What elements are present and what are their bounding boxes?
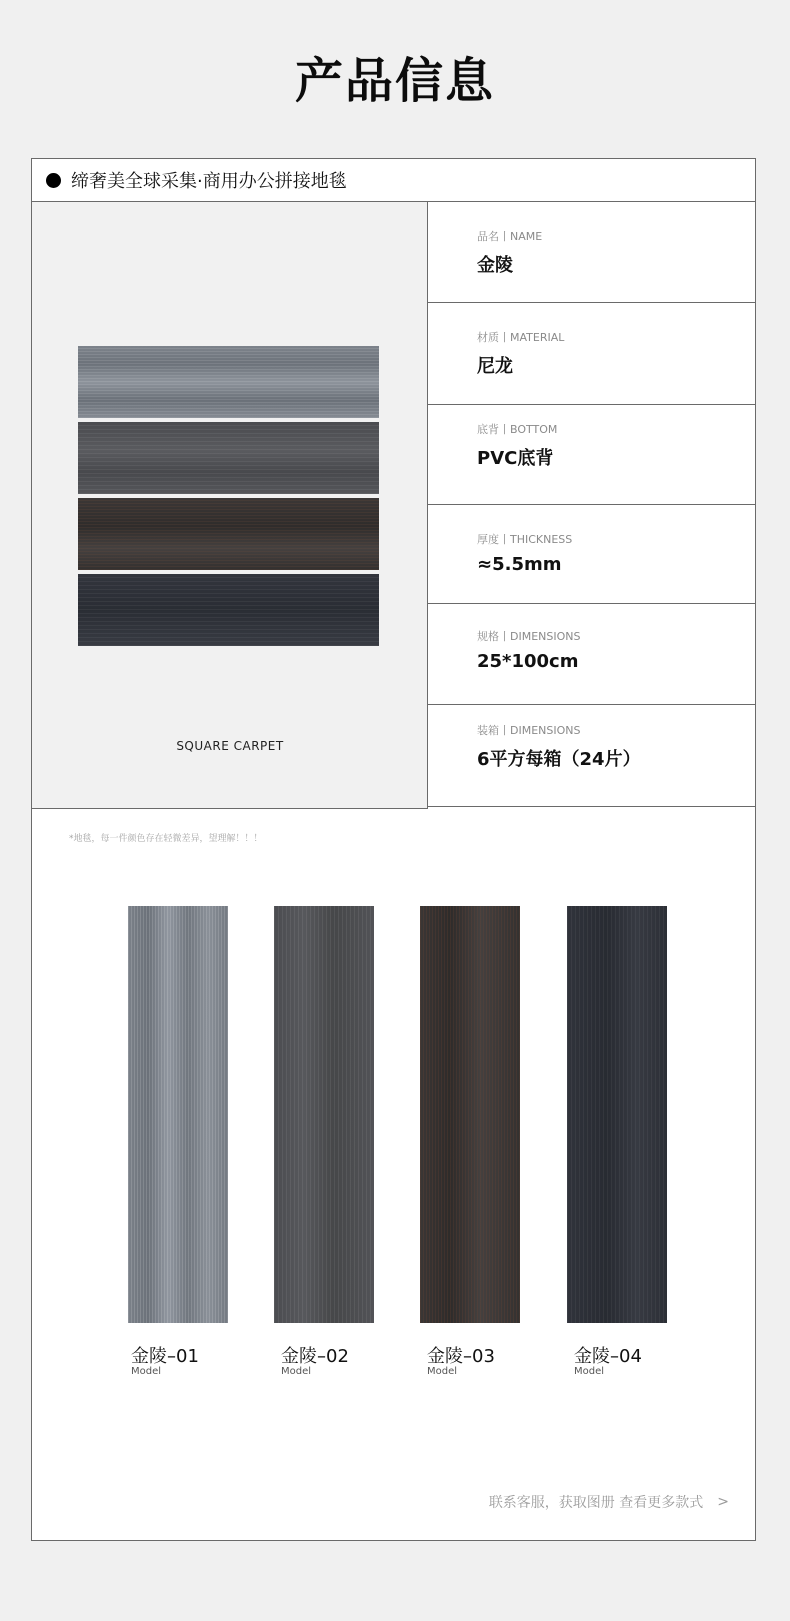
carpet-strip-3 <box>78 498 379 570</box>
swatch-sub: Model <box>131 1366 162 1377</box>
image-caption: SQUARE CARPET <box>176 739 284 753</box>
spec-value: PVC底背 <box>477 448 554 469</box>
carpet-strip-4 <box>78 574 379 646</box>
product-info-panel <box>31 158 756 1541</box>
swatch-name: 金陵–04 <box>574 1346 642 1367</box>
bullet-icon <box>46 173 61 188</box>
spec-label: 厚度丨THICKNESS <box>477 533 573 546</box>
chevron-right-icon: > <box>717 1494 729 1510</box>
spec-label: 装箱丨DIMENSIONS <box>477 724 581 737</box>
swatch-name: 金陵–03 <box>427 1346 495 1367</box>
spec-label: 品名丨NAME <box>477 230 543 243</box>
swatch-sub: Model <box>574 1366 605 1377</box>
swatch-image-04 <box>567 906 667 1323</box>
swatch-name: 金陵–01 <box>131 1346 199 1367</box>
color-variation-note: *地毯，每一件颜色存在轻微差异，望理解！！！ <box>69 834 263 844</box>
page-title: 产品信息 <box>294 53 495 109</box>
spec-value: 6平方每箱（24片） <box>477 749 641 770</box>
swatch-image-02 <box>274 906 374 1323</box>
swatch-image-03 <box>420 906 520 1323</box>
spec-value: ≈5.5mm <box>477 554 562 575</box>
swatch-sub: Model <box>427 1366 458 1377</box>
panel-header-title: 缔奢美全球采集·商用办公拼接地毯 <box>71 171 347 192</box>
panel-header <box>32 159 755 202</box>
swatch-image-01 <box>128 906 228 1323</box>
spec-row-thickness <box>428 505 756 604</box>
spec-row-name <box>428 202 756 303</box>
spec-row-dimensions <box>428 604 756 705</box>
contact-service-text: 联系客服，获取图册 查看更多款式 <box>488 1495 704 1511</box>
contact-service-link[interactable] <box>489 1492 729 1512</box>
product-image <box>32 202 428 809</box>
carpet-strip-2 <box>78 422 379 494</box>
swatch-name: 金陵–02 <box>281 1346 349 1367</box>
spec-value: 25*100cm <box>477 651 579 672</box>
spec-label: 底背丨BOTTOM <box>477 423 558 436</box>
spec-value: 尼龙 <box>477 356 513 377</box>
spec-row-packing <box>428 705 756 807</box>
swatch-sub: Model <box>281 1366 312 1377</box>
spec-label: 规格丨DIMENSIONS <box>477 630 581 643</box>
spec-row-material <box>428 303 756 405</box>
spec-row-bottom <box>428 405 756 505</box>
spec-value: 金陵 <box>477 255 513 276</box>
carpet-strip-1 <box>78 346 379 418</box>
spec-label: 材质丨MATERIAL <box>477 331 565 344</box>
